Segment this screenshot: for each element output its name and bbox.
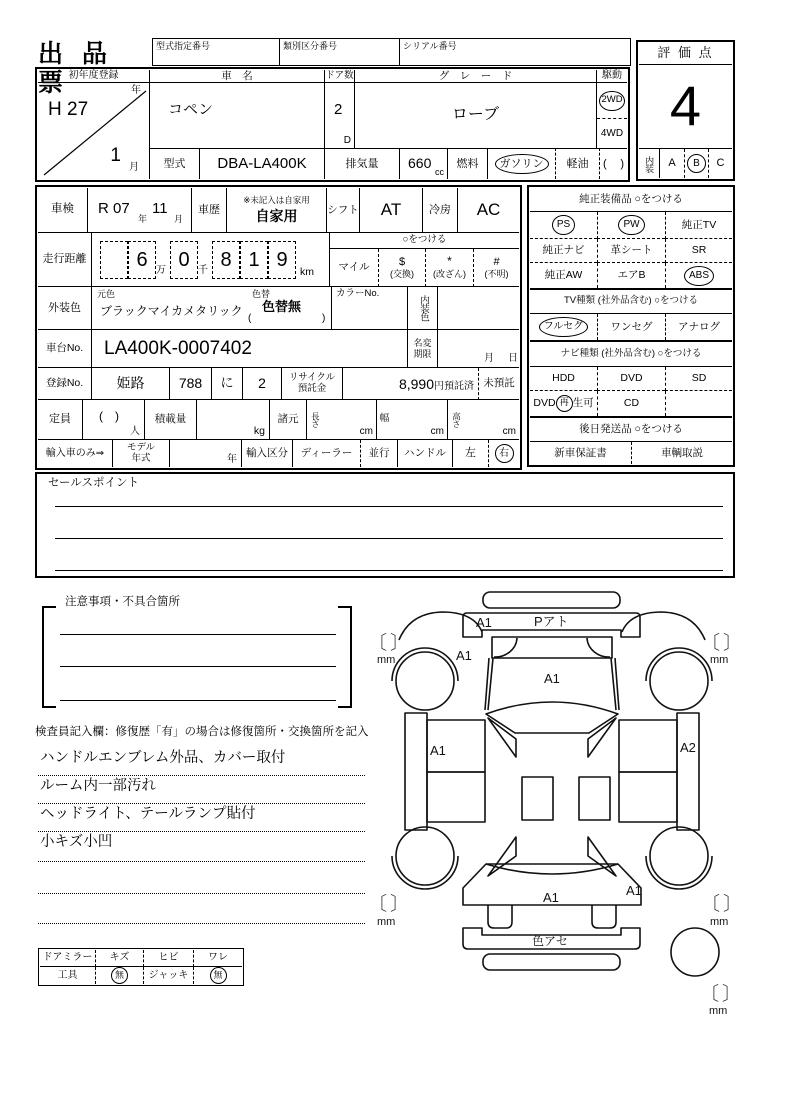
odo-man: 万 <box>156 265 166 276</box>
displacement-cell <box>400 148 448 179</box>
serial-number-cell: シリアル番号 <box>399 38 631 66</box>
spare-tire <box>671 928 719 976</box>
handle-left: 左 <box>465 447 476 460</box>
rename-deadline-label <box>408 330 438 368</box>
fuel-other-cell <box>600 148 627 179</box>
tool-none-selected: 無 <box>111 967 128 984</box>
model-designation-number-cell: 型式指定番号 <box>152 38 280 66</box>
bracket-open-spare: 〔 <box>700 984 720 1005</box>
caution-label: 注意事項・不具合箇所 <box>65 596 180 608</box>
fuel-gasoline-selected: ガソリン <box>495 154 549 174</box>
interior-color-label: 内装色 <box>408 287 438 330</box>
mm-label-tl: mm <box>377 654 396 666</box>
model-year-unit: 年 <box>227 453 237 465</box>
caution-line <box>60 634 336 635</box>
bracket-right <box>338 606 352 708</box>
diagram-mark-front-fender: A1 <box>456 648 472 663</box>
chassis-no-value: LA400K-0007402 <box>92 330 408 368</box>
displacement-value: 660 <box>408 155 432 171</box>
color-no-cell: カラーNo. <box>332 287 408 330</box>
capacity-value: ( ) <box>99 409 119 423</box>
bracket-open-tr: 〔 <box>701 633 721 654</box>
car-damage-diagram <box>355 585 780 1020</box>
jack-label: ジャッキ <box>143 967 193 984</box>
interior-grade-c: C <box>708 149 732 178</box>
cooling-value: AC <box>458 188 519 233</box>
color-change-label: 色替 <box>252 289 271 299</box>
shaken-date-cell <box>88 188 192 233</box>
write-line <box>55 506 723 507</box>
hash-symbol: # <box>493 256 500 268</box>
equip-aw: 純正AW <box>544 269 583 282</box>
navi-dvd-playable <box>530 391 597 416</box>
wiper-arc-right <box>587 638 610 657</box>
star-note: (改ざん) <box>433 269 466 280</box>
exterior-color-cell <box>92 287 332 330</box>
model-year-label <box>113 440 170 467</box>
rear-bumper-strip <box>483 954 620 970</box>
original-color-label: 元色 <box>97 289 116 299</box>
handle-right-selected: 右 <box>495 444 514 463</box>
class-number-cell: 類別区分番号 <box>279 38 400 66</box>
odometer-label: 走行距離 <box>38 233 92 287</box>
reg-era-year: H 27 <box>48 99 89 120</box>
bracket-close-tl: 〕 <box>390 633 410 654</box>
bracket-open-tl: 〔 <box>368 633 388 654</box>
drive-label: 駆動 <box>597 70 627 83</box>
model-year-l1: モデル <box>126 441 156 453</box>
bracket-close-bl: 〕 <box>390 894 410 915</box>
displacement-label: 排気量 <box>325 148 400 179</box>
exterior-color-label: 外装色 <box>38 287 92 330</box>
equip-tv: 純正TV <box>665 212 732 239</box>
left-taillight <box>488 905 512 928</box>
reg-month-char: 月 <box>129 161 139 173</box>
spec-label: 諸元 <box>270 400 307 440</box>
width-cell <box>392 400 448 440</box>
reg-number: 2 <box>243 368 282 400</box>
fuel-label: 燃料 <box>448 148 488 179</box>
shaken-year-char: 年 <box>138 214 148 224</box>
odometer-cell <box>92 233 330 287</box>
equip-ps-selected: PS <box>552 215 575 235</box>
length-label: 長さ <box>307 400 322 440</box>
wiper-arc-left <box>494 638 517 657</box>
roof-windshield <box>486 702 618 733</box>
bracket-close-br: 〕 <box>723 894 743 915</box>
color-change-paren-close: ) <box>322 313 326 324</box>
front-right-wheel <box>650 652 708 710</box>
odo-digit-6: 9 <box>268 241 296 279</box>
import-dealer: ディーラー <box>300 447 353 460</box>
color-change-paren-open: ( <box>248 313 252 324</box>
left-rear-quarter <box>427 772 485 822</box>
rear-window-arc <box>486 864 618 874</box>
reg-no-label: 登録No. <box>38 368 92 400</box>
right-front-door <box>619 720 677 772</box>
front-bumper-strip <box>483 592 620 608</box>
odo-sen: 千 <box>198 265 208 276</box>
jack-none-selected: 無 <box>210 967 227 984</box>
shaken-month: 11 <box>152 200 168 217</box>
cooling-label: 冷房 <box>423 188 458 233</box>
a-pillar-right <box>611 658 619 710</box>
bracket-close-spare: 〕 <box>722 984 742 1005</box>
dvd-play-p2: 生可 <box>572 397 594 410</box>
doors-label: ドア数 <box>325 70 355 83</box>
rename-deadline-cell <box>438 330 519 368</box>
odo-digit-2: 6 <box>128 241 156 279</box>
odo-digit-3: 0 <box>170 241 198 279</box>
load-unit: kg <box>253 424 265 437</box>
handle-label: ハンドル <box>398 440 453 467</box>
odo-digit-1 <box>100 241 128 279</box>
write-line <box>55 538 723 539</box>
equip-navi: 純正ナビ <box>530 239 597 263</box>
import-parallel: 並行 <box>360 440 398 467</box>
length-cell <box>322 400 377 440</box>
grade-value: ローブ <box>355 83 597 148</box>
dvd-play-p1: DVD <box>533 397 556 410</box>
history-label: 車歴 <box>192 188 227 233</box>
doors-value: 2 <box>334 101 343 118</box>
model-code-label: 型式 <box>150 148 200 179</box>
navi-type-title: ナビ種類 (社外品含む) ○をつける <box>530 340 732 367</box>
doors-cell <box>325 83 355 148</box>
import-only-label: 輸入車のみ⇒ <box>38 440 113 467</box>
load-cell <box>197 400 270 440</box>
width-unit: cm <box>430 425 444 437</box>
equip-abs-selected: ABS <box>684 266 714 286</box>
odo-tampered-option <box>425 249 473 287</box>
navi-hdd: HDD <box>530 367 597 391</box>
interior-color-value-cell <box>438 287 519 330</box>
tv-oneseg: ワンセグ <box>597 314 665 340</box>
reg-kana: に <box>212 368 243 400</box>
star-symbol: * <box>447 254 452 269</box>
tv-analog: アナログ <box>665 314 732 340</box>
length-unit: cm <box>359 425 373 437</box>
model-code-value: DBA-LA400K <box>200 148 325 179</box>
cowl-panel <box>492 637 612 658</box>
center-left-panel <box>522 777 553 820</box>
recycle-l1: リサイクル <box>288 371 336 383</box>
interior-grade-b-selected: B <box>687 154 706 173</box>
paren-open: ( <box>603 157 607 170</box>
doors-d: D <box>343 134 351 146</box>
drive-2wd-selected: 2WD <box>599 91 624 111</box>
odo-digit-4: 8 <box>212 241 240 279</box>
navi-cd: CD <box>597 391 665 416</box>
paren-close: ) <box>620 157 624 170</box>
equip-leather: 革シート <box>597 239 665 263</box>
diagram-mark-trunk: A1 <box>543 890 559 905</box>
navi-sd: SD <box>665 367 732 391</box>
odo-unit: km <box>300 266 314 278</box>
note-line-5 <box>38 866 365 894</box>
mile-option: マイル <box>330 249 378 287</box>
load-label: 積載量 <box>145 400 197 440</box>
diagram-mark-rear-bumper: 色アセ <box>532 934 568 948</box>
later-shipment-title: 後日発送品 ○をつける <box>530 416 732 442</box>
mm-label-br: mm <box>710 916 729 928</box>
front-fender-right <box>622 612 705 640</box>
original-color-value: ブラックマイカメタリック <box>100 304 243 318</box>
color-change-value: 色替無 <box>262 299 302 314</box>
reg-month: 1 <box>110 145 121 167</box>
equipment-title: 純正装備品 ○をつける <box>530 188 732 212</box>
tool-label: 工具 <box>57 969 78 981</box>
fuel-diesel: 軽油 <box>556 148 600 179</box>
bracket-close-tr: 〕 <box>723 633 743 654</box>
recycle-amount: 8,990 <box>398 376 434 392</box>
note-line-4: 小キズ小凹 <box>38 834 365 862</box>
hash-note: (不明) <box>484 268 509 279</box>
width-label: 幅 <box>377 400 392 440</box>
dollar-symbol: $ <box>398 256 406 268</box>
left-rocker <box>405 713 427 830</box>
caution-line <box>60 666 336 667</box>
recycle-suffix: 円預託済 <box>434 381 474 392</box>
sales-point-box <box>35 472 735 578</box>
diagram-mark-rear-right: A1 <box>626 883 642 898</box>
a-pillar-left <box>485 658 493 710</box>
model-year-l2: 年式 <box>131 452 151 464</box>
displacement-unit: cc <box>435 166 444 177</box>
history-value: 自家用 <box>255 207 298 224</box>
shaken-label: 車検 <box>38 188 88 233</box>
diagram-mark-right-rocker: A2 <box>680 740 696 755</box>
right-taillight <box>592 905 616 928</box>
diagram-mark-front-panel: A1 <box>476 615 492 630</box>
import-type-label: 輸入区分 <box>242 440 293 467</box>
car-name-label: 車 名 <box>150 70 325 83</box>
chassis-no-label: 車台No. <box>38 330 92 368</box>
new-car-warranty: 新車保証書 <box>554 446 607 459</box>
history-note: ※未記入は自家用 <box>243 195 310 206</box>
diagram-mark-paint-trace: Pアト <box>534 614 569 629</box>
dollar-note: (交換) <box>390 268 414 279</box>
bracket-open-br: 〔 <box>701 894 721 915</box>
drive-4wd: 4WD <box>600 127 624 139</box>
capacity-person: 人 <box>130 425 140 437</box>
bracket-open-bl: 〔 <box>368 894 388 915</box>
odo-unknown-option <box>473 249 519 287</box>
circle-note: ○をつける <box>330 233 519 249</box>
dvd-play-circled: 再 <box>556 395 573 412</box>
reg-year-char: 年 <box>131 85 141 96</box>
front-left-wheel <box>396 652 454 710</box>
shift-value: AT <box>360 188 423 233</box>
rename-month-char: 月 <box>484 352 494 364</box>
recycle-l2: 預託金 <box>297 382 327 394</box>
tv-fullseg-selected: フルセグ <box>539 317 589 337</box>
rename-l1: 名変 <box>413 338 432 349</box>
page-title: 出 品 票 <box>38 40 113 97</box>
tv-type-title: TV種類 (社外品含む) ○をつける <box>530 288 732 314</box>
recycle-deposit-cell <box>343 368 478 400</box>
navi-dvd: DVD <box>597 367 665 391</box>
capacity-cell <box>83 400 145 440</box>
height-unit: cm <box>502 425 516 437</box>
sales-point-label: セールスポイント <box>48 477 139 489</box>
navi-empty-cell <box>665 391 732 416</box>
write-line <box>55 570 723 571</box>
recycle-none: 未預託 <box>478 368 519 400</box>
model-year-cell <box>170 440 242 467</box>
bracket-left <box>42 606 56 708</box>
interior-grade-a: A <box>668 157 676 170</box>
first-registration-cell <box>38 83 150 179</box>
shaken-month-char: 月 <box>174 214 184 224</box>
height-label: 高さ <box>448 400 463 440</box>
history-cell <box>227 188 327 233</box>
shaken-era: R 07 <box>98 200 130 217</box>
mirror-scratch-label: キズ <box>95 950 143 967</box>
note-line-1: ハンドルエンブレム外品、カバー取付 <box>38 750 365 776</box>
mm-label-tr: mm <box>710 654 729 666</box>
vehicle-manual: 車輌取説 <box>631 442 732 464</box>
score-value: 4 <box>669 74 702 138</box>
rear-left-wheel <box>396 827 454 885</box>
door-mirror-label: ドアミラー <box>40 950 95 967</box>
first-registration-label: 初年度登録 <box>38 70 150 83</box>
right-rocker <box>677 713 699 830</box>
car-name-value: コペン <box>150 83 325 148</box>
interior-grade-label: 内装 <box>639 149 660 178</box>
odo-exchange-option <box>378 249 425 287</box>
diagram-mark-hood: A1 <box>544 671 560 686</box>
center-right-panel <box>579 777 610 820</box>
reg-class: 788 <box>170 368 212 400</box>
mm-label-bl: mm <box>377 916 396 928</box>
rename-l2: 期限 <box>413 348 432 359</box>
front-fender-left <box>399 612 482 640</box>
equip-airbag: エアB <box>597 263 665 288</box>
note-line-6 <box>38 896 365 924</box>
shift-label: シフト <box>327 188 360 233</box>
score-title: 評 価 点 <box>639 43 732 65</box>
caution-line <box>60 700 336 701</box>
equip-sr: SR <box>665 239 732 263</box>
grade-label: グ レ ー ド <box>355 70 597 83</box>
capacity-label: 定員 <box>38 400 83 440</box>
mirror-break-label: ワレ <box>193 950 242 967</box>
rear-right-wheel <box>650 827 708 885</box>
rename-day-char: 日 <box>508 352 518 364</box>
diagram-mark-left-door: A1 <box>430 743 446 758</box>
mm-label-spare: mm <box>709 1005 728 1017</box>
mirror-crack-label: ヒビ <box>143 950 193 967</box>
note-line-3: ヘッドライト、テールランプ貼付 <box>38 806 365 832</box>
inspector-note: 検査員記入欄：修復歴「有」の場合は修復箇所・交換箇所を記入 <box>35 726 369 738</box>
equip-pw-selected: PW <box>618 215 644 235</box>
recycle-label <box>282 368 343 400</box>
odo-digit-5: 1 <box>240 241 268 279</box>
height-cell <box>463 400 519 440</box>
reg-area: 姫路 <box>92 368 170 400</box>
note-line-2: ルーム内一部汚れ <box>38 778 365 804</box>
right-rear-quarter <box>619 772 677 822</box>
